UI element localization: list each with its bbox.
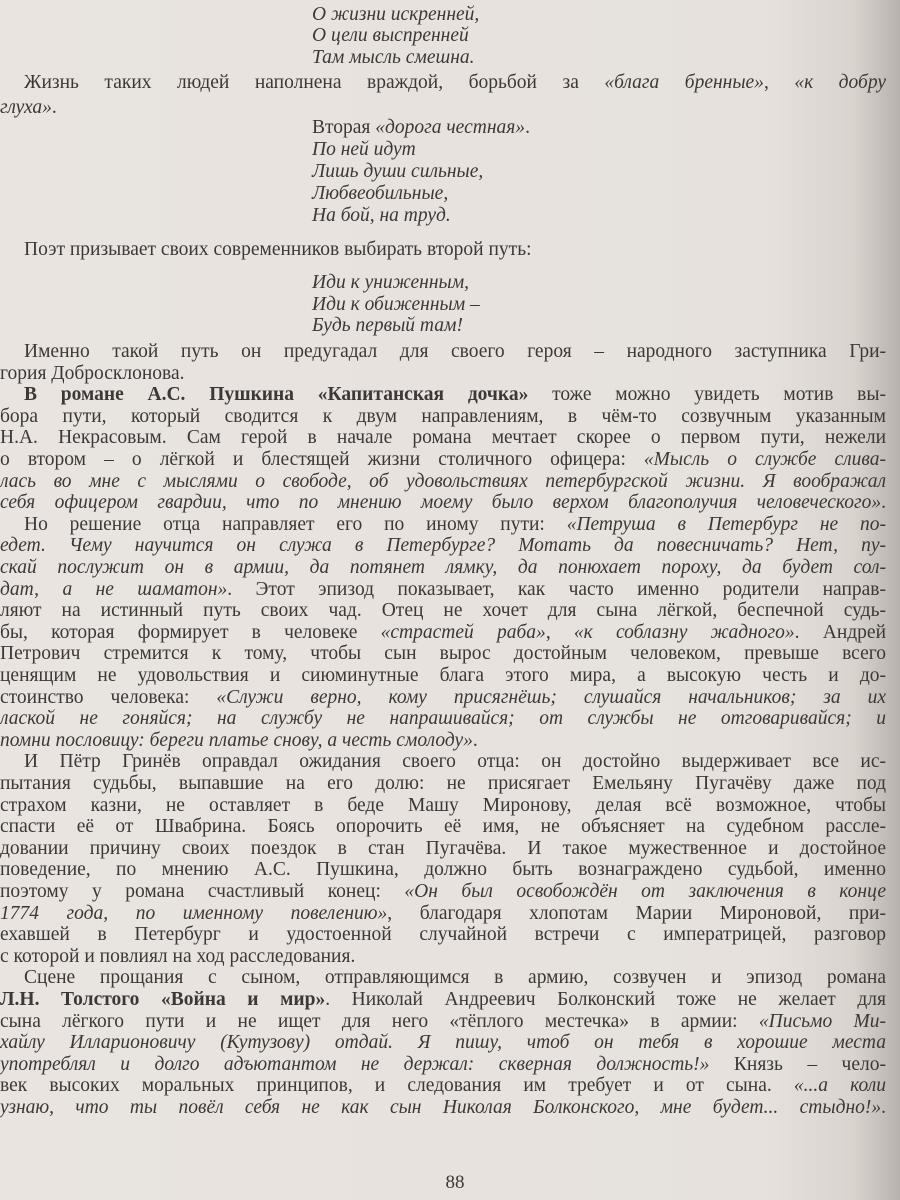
quote-text: лаской не гоняйся; на службу не напрашивайся; от службы не отговаривайся; и [0,708,886,730]
text-line [0,557,886,579]
body-text: , [763,72,795,93]
body-text: Вторая [312,117,376,138]
quote-text: 1774 года, по именному повелению» [0,902,388,924]
text-line [0,1032,886,1054]
text-line [0,579,886,601]
body-text: бора пути, который сводится к двум направлениям, в чём-то созвучным указанным [0,405,886,427]
body-text: бы, которая формирует в человеке [0,621,381,643]
text-line [0,795,886,817]
quote-text: На бой, на труд. [312,205,451,226]
quote-text: «страстей раба» [380,621,546,643]
text-line [0,859,886,881]
quote-text: По ней идут [312,139,416,160]
body-text: ляют на истинный путь своих чад. Отец не хочет для сына лёгкой, беспечной судь- [0,600,886,622]
body-text: довании причину своих поездок в стан Пугачёва. И такое мужественное и достойное [0,837,886,859]
quote-text: Лишь души сильные, [312,161,484,182]
quote-text: Любвеобильные, [312,183,449,204]
body-text: страхом казни, не оставляет в беде Машу Миронову, делая всё возможное, чтобы [0,794,886,816]
verse-line [312,4,479,26]
quote-text: скай послужит он в армии, да потянет лямку, да понюхает пороху, да будет сол- [0,557,886,578]
body-text: сына лёгкого пути и не ищет для него «тёплого местечка» в армии: [0,1010,759,1032]
body-text: с которой и повлиял на ход расследования. [0,945,356,967]
quote-text: О цели выспренней [312,25,469,46]
quote-text: глуха» [0,97,52,118]
text-line [0,622,886,644]
body-text: , благодаря хлопотам Марии Мироновой, при- [387,902,886,924]
quote-text: узнаю, что ты повёл себя не как сын Николая Болконского, мне будет... стыдно!» [0,1097,882,1118]
bold-title-text: Л.Н. Толстого «Война и мир» [0,989,326,1010]
text-line [0,406,886,428]
text-line [0,643,886,665]
page-number: 88 [445,1172,465,1193]
body-text: , [545,621,574,643]
text-line [0,816,886,838]
text-line [24,72,886,94]
quote-text: лась во мне с мыслями о свободе, об удовольствиях петербургской жизни. Я воображал [0,470,886,492]
body-text: Сцене прощания с сыном, отправляющимся в армию, созвучен и эпизод романа [24,967,886,989]
verse-line [312,294,480,316]
body-text: Петрович стремится к тому, чтобы сын вырос достойным человеком, превыше всего [0,643,886,665]
text-line [0,1054,886,1076]
body-text: гория Добросклонова. [0,362,185,384]
text-line [0,838,886,860]
verse-line [312,183,448,205]
quote-text: Иди к униженным, [312,272,470,293]
text-line [0,989,886,1011]
verse-line [312,315,463,337]
text-line [0,471,886,493]
quote-text: О жизни искренней, [312,4,480,25]
quote-text: «Письмо Ми- [758,1010,886,1032]
text-line [0,665,886,687]
body-text: И Пётр Гринёв оправдал ожидания своего отца: он достойно выдерживает все ис- [24,751,886,773]
body-text: Жизнь таких людей наполнена враждой, борьбой за [24,72,605,93]
text-line [24,239,886,261]
body-text: Н.А. Некрасовым. Сам герой в начале романа мечтает скорее о первом пути, нежели [0,427,886,449]
quote-text: «Мысль о службе слива- [643,449,886,470]
verse-line [312,139,416,161]
verse-line [312,25,469,47]
text-line [0,600,886,622]
body-text: . [472,729,478,751]
body-text: . Николай Андреевич Болконский тоже не желает для [325,989,886,1010]
quote-text: «Служи верно, кому присягнёшь; слушайся начальников; за их [216,686,886,708]
text-line [0,1075,886,1097]
quote-text: Будь первый там! [312,315,463,336]
body-text: Поэт призывает своих современников выбирать второй путь: [24,239,532,260]
body-text: тоже можно увидеть мотив вы- [528,384,886,406]
body-text: стоинство человека: [0,686,217,708]
body-text: . [881,492,886,514]
quote-text: «...а коли [793,1075,886,1097]
text-line [24,341,886,363]
text-line [0,773,886,795]
body-text: Именно такой путь он предугадал для своего героя – народного заступника Гри- [24,341,886,362]
body-text: век высоких моральных принципов, и следования им требует и от сына. [0,1075,794,1097]
quote-text: употреблял и долго адъютантом не держал: скверная должность!» [0,1053,710,1075]
text-line [0,97,886,119]
text-line [24,751,886,773]
body-text: . [881,1097,886,1118]
text-line [0,881,886,903]
verse-line [312,272,469,294]
body-text: . Андрей [794,621,886,643]
text-line [24,967,886,989]
text-line [0,1097,886,1119]
text-line [24,384,886,406]
text-line [0,449,886,471]
verse-line [312,47,475,69]
body-text: поведение, по мнению А.С. Пушкина, должно быть вознаграждено судьбой, именно [0,859,886,881]
body-text: Но решение отца направляет его по иному пути: [24,513,567,535]
body-text: поэтому у романа счастливый конец: [0,881,405,902]
quote-text: дат, а не шаматон» [0,578,228,600]
bold-title-text: В романе А.С. Пушкина «Капитанская дочка» [24,384,529,406]
quote-text: себя офицером гвардии, что по мнению моему было верхом благополучия человеческого» [0,492,882,514]
body-text: . [51,97,57,118]
quote-text: помни пословицу: береги платье снову, а честь смолоду» [0,729,473,751]
body-text: о втором – о лёгкой и блестящей жизни столичного офицера: [0,449,644,470]
body-text: ценящим не удовольствия и сиюминутные блага этого мира, а высокую честь и до- [0,665,886,686]
quote-text: Там мысль смешна. [312,47,475,68]
text-line [0,427,886,449]
quote-text: «Он был освобождён от заключения в конце [404,881,886,902]
verse-line [312,117,530,139]
verse-line [312,161,483,183]
body-text: . Этот эпизод показывает, как часто именно родители направ- [227,578,886,600]
quote-text: «дорога честная» [375,117,526,138]
verse-line [312,205,451,227]
text-line [0,903,886,925]
quote-text: Иди к обиженным – [312,294,480,315]
text-line [0,535,886,557]
text-line [0,363,886,385]
quote-text: «к добру [794,72,886,93]
text-line [24,514,886,536]
quote-text: хайлу Илларионовичу (Кутузову) отдай. Я пишу, чтоб он тебя в хорошие места [0,1032,886,1054]
quote-text: «блага бренные» [604,72,764,93]
text-line [0,492,886,514]
text-line [0,708,886,730]
body-text: Князь – чело- [709,1053,886,1075]
body-text: ехавшей в Петербург и удостоенной случайной встречи с императрицей, разговор [0,924,886,946]
text-line [0,924,886,946]
text-line [0,946,886,968]
text-line [0,687,886,709]
quote-text: «Петруша в Петербург не по- [566,513,886,535]
body-text: . [525,117,530,138]
body-text: спасти её от Швабрина. Боясь опорочить её имя, не объясняет на судебном рассле- [0,816,886,838]
text-line [0,730,886,752]
body-text: пытания судьбы, выпавшие на его долю: не присягает Емельяну Пугачёву даже под [0,773,886,794]
quote-text: «к соблазну жадного» [573,621,795,643]
text-line [0,1011,886,1033]
quote-text: едет. Чему научится он служа в Петербурге? Мотать да повесничать? Нет, пу- [0,535,886,557]
